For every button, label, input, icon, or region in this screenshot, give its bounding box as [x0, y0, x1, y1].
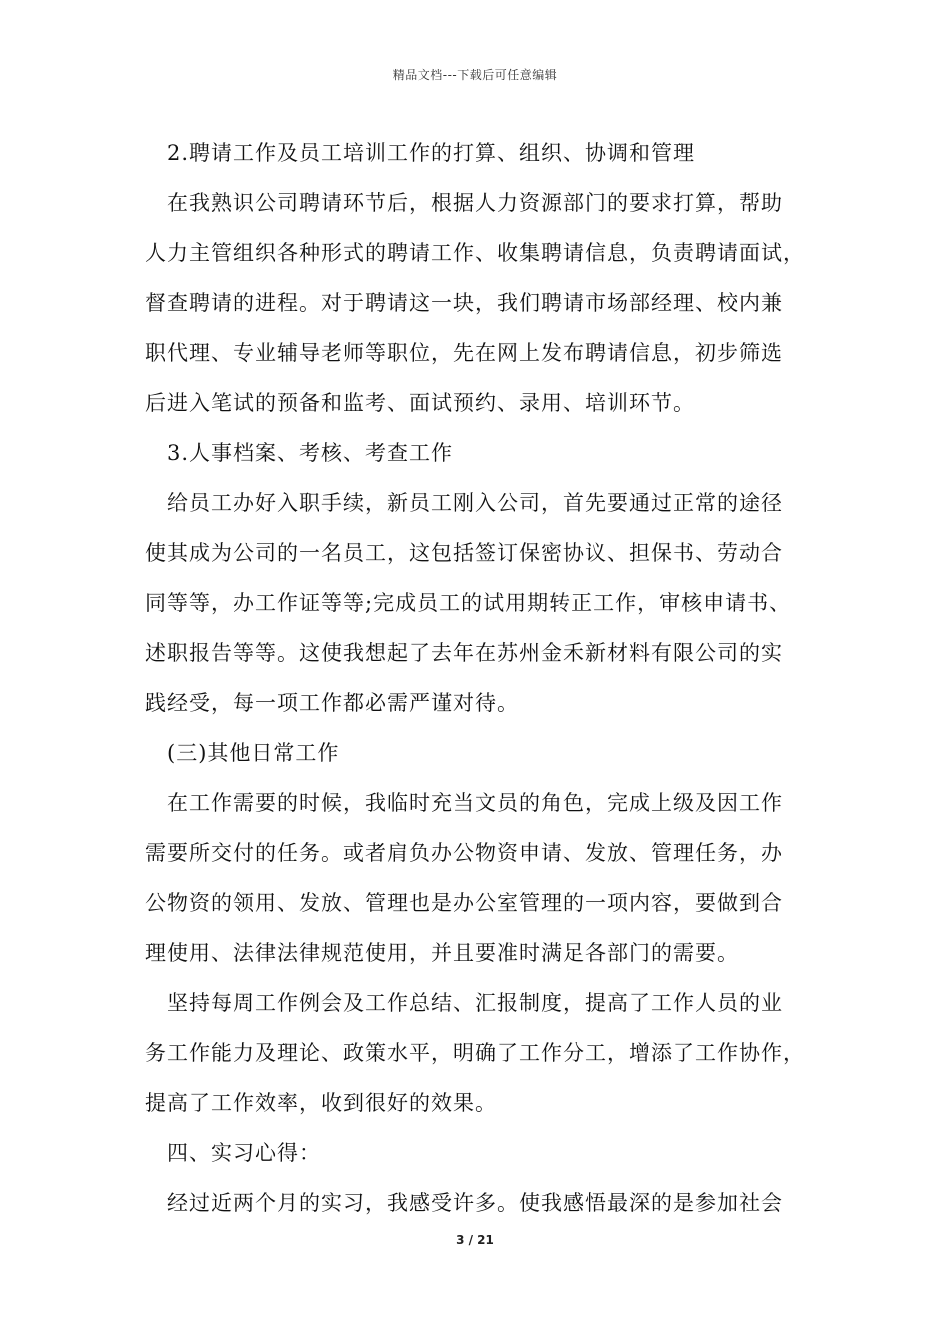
section-heading: 四、实习心得：: [167, 1141, 321, 1165]
paragraph-line: 经过近两个月的实习，我感受许多。使我感悟最深的是参加社会: [167, 1191, 783, 1215]
paragraph-line: 在我熟识公司聘请环节后，根据人力资源部门的要求打算，帮助: [167, 191, 783, 215]
paragraph-line: 后进入笔试的预备和监考、面试预约、录用、培训环节。: [145, 391, 695, 415]
document-body: [145, 128, 825, 1228]
paragraph-line: 务工作能力及理论、政策水平，明确了工作分工，增添了工作协作，: [145, 1041, 805, 1065]
paragraph-line: 职代理、专业辅导老师等职位，先在网上发布聘请信息，初步筛选: [145, 341, 783, 365]
paragraph-line: 坚持每周工作例会及工作总结、汇报制度，提高了工作人员的业: [167, 991, 783, 1015]
section-heading: (三)其他日常工作: [167, 741, 340, 765]
page-number: 3 / 21: [456, 1233, 494, 1247]
section-heading: 3.人事档案、考核、考查工作: [167, 441, 454, 465]
page-header: 精品文档---下载后可任意编辑: [392, 68, 558, 82]
paragraph-line: 督查聘请的进程。对于聘请这一块，我们聘请市场部经理、校内兼: [145, 291, 783, 315]
paragraph-line: 理使用、法律法律规范使用，并且要准时满足各部门的需要。: [145, 941, 739, 965]
paragraph-line: 公物资的领用、发放、管理也是办公室管理的一项内容，要做到合: [145, 891, 783, 915]
paragraph-line: 同等等，办工作证等等;完成员工的试用期转正工作，审核申请书、: [145, 591, 792, 615]
paragraph-line: 提高了工作效率，收到很好的效果。: [145, 1091, 497, 1115]
paragraph-line: 使其成为公司的一名员工，这包括签订保密协议、担保书、劳动合: [145, 541, 783, 565]
paragraph-line: 需要所交付的任务。或者肩负办公物资申请、发放、管理任务，办: [145, 841, 783, 865]
paragraph-line: 在工作需要的时候，我临时充当文员的角色，完成上级及因工作: [167, 791, 783, 815]
paragraph-line: 述职报告等等。这使我想起了去年在苏州金禾新材料有限公司的实: [145, 641, 783, 665]
paragraph-line: 给员工办好入职手续，新员工刚入公司，首先要通过正常的途径: [167, 491, 783, 515]
paragraph-line: 人力主管组织各种形式的聘请工作、收集聘请信息，负责聘请面试，: [145, 241, 805, 265]
paragraph-line: 践经受，每一项工作都必需严谨对待。: [145, 691, 519, 715]
section-heading: 2.聘请工作及员工培训工作的打算、组织、协调和管理: [167, 141, 696, 165]
